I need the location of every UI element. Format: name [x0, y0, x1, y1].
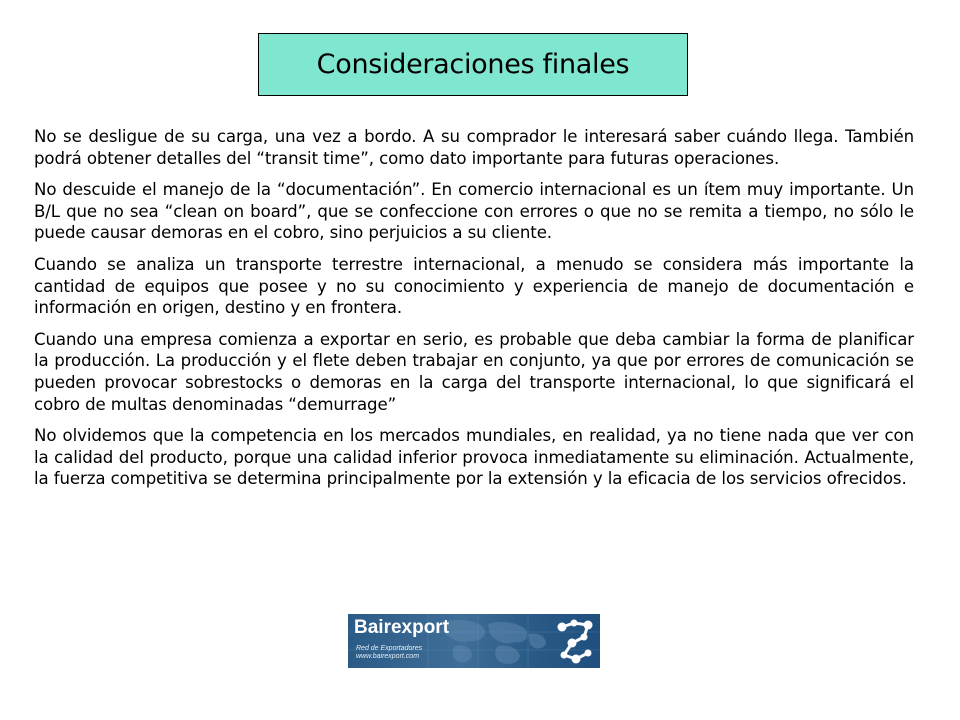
paragraph-3: Cuando se analiza un transporte terrestre internacional, a menudo se considera más importante la cantidad de equipos que posee y no su conocimiento y experiencia de manejo de documentación e información en origen, destino y en frontera. [34, 254, 914, 318]
paragraph-2: No descuide el manejo de la “documentación”. En comercio internacional es un ítem muy importante. Un B/L que no sea “clean on board”, que se confeccione con errores o que no se remita a tiempo, no sólo le puede causar demoras en el cobro, sino perjuicios a su cliente. [34, 180, 914, 243]
title-box [258, 33, 688, 96]
logo-url: www.bairexport.com [356, 653, 420, 660]
logo-tagline: Red de Exportadores [356, 645, 423, 652]
paragraph-5: No olvidemos que la competencia en los mercados mundiales, en realidad, ya no tiene nada que ver con la calidad del producto, porque una calidad inferior provoca inmediatamente su eliminación. Actualmente, la fuerza competitiva se determina principalmente por la extensión y la eficacia de los servicios ofrecidos. [34, 426, 914, 489]
body-text [34, 126, 914, 500]
bairexport-logo [348, 614, 600, 668]
paragraph-1: No se desligue de su carga, una vez a bordo. A su comprador le interesará saber cuándo llega. También podrá obtener detalles del “transit time”, como dato importante para futuras operaciones. [34, 127, 914, 168]
network-dots-icon [554, 617, 596, 665]
paragraph-4: Cuando una empresa comienza a exportar en serio, es probable que deba cambiar la forma de planificar la producción. La producción y el flete deben trabajar en conjunto, ya que por errores de comunicación se pueden provocar sobrestocks o demoras en la carga del transporte internacional, lo que significará el cobro de multas denominadas “demurrage” [34, 329, 914, 414]
logo-name: Bairexport [354, 617, 450, 638]
page-title: Consideraciones finales [316, 49, 630, 80]
